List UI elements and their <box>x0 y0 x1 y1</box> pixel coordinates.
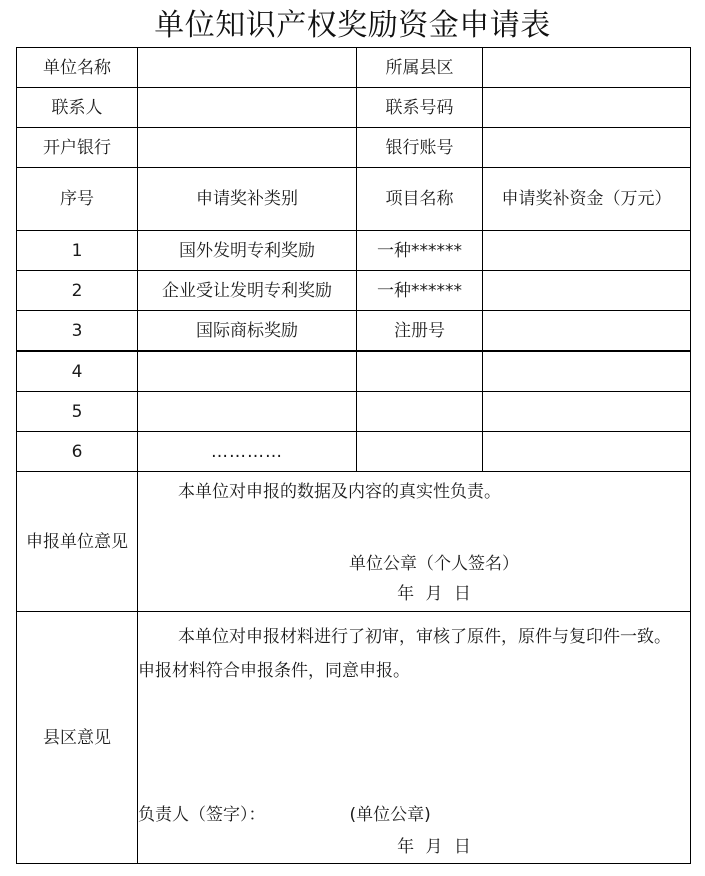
row-category: 国际商标奖励 <box>138 311 357 352</box>
row-contact <box>17 88 691 128</box>
county-sign-line <box>138 803 690 827</box>
county-statement: 本单位对申报材料进行了初审，审核了原件，原件与复印件一致。申报材料符合申报条件，同意申报。 <box>138 627 671 681</box>
row-project: 一种****** <box>357 231 483 271</box>
county-date: 年 月 日 <box>397 837 471 857</box>
form-title: 单位知识产权奖励资金申请表 <box>154 8 551 43</box>
contact-value[interactable] <box>138 88 357 128</box>
row-amount[interactable] <box>483 231 691 271</box>
row-amount[interactable] <box>483 392 691 432</box>
unit-name-label: 单位名称 <box>17 48 138 88</box>
applicant-date: 年 月 日 <box>397 584 471 604</box>
county-value[interactable] <box>483 48 691 88</box>
table-row <box>17 432 691 472</box>
row-project: 注册号 <box>357 311 483 352</box>
row-category: 国外发明专利奖励 <box>138 231 357 271</box>
row-seq: 2 <box>17 271 138 311</box>
unit-name-value[interactable] <box>138 48 357 88</box>
county-label: 所属县区 <box>357 48 483 88</box>
row-project[interactable] <box>357 351 483 392</box>
bank-value[interactable] <box>138 128 357 168</box>
signer-label: 负责人（签字）： <box>138 805 266 825</box>
account-label: 银行账号 <box>357 128 483 168</box>
table-row <box>17 271 691 311</box>
row-category: ………… <box>138 432 357 472</box>
row-seq: 5 <box>17 392 138 432</box>
row-project[interactable] <box>357 392 483 432</box>
table-row <box>17 231 691 271</box>
row-project: 一种****** <box>357 271 483 311</box>
row-amount[interactable] <box>483 311 691 352</box>
row-category[interactable] <box>138 392 357 432</box>
row-applicant-opinion <box>17 472 691 612</box>
phone-value[interactable] <box>483 88 691 128</box>
row-seq: 4 <box>17 351 138 392</box>
header-project: 项目名称 <box>357 168 483 231</box>
table-row <box>17 351 691 392</box>
row-unit-name <box>17 48 691 88</box>
row-table-header <box>17 168 691 231</box>
application-form-table <box>16 47 691 864</box>
bank-label: 开户银行 <box>17 128 138 168</box>
account-value[interactable] <box>483 128 691 168</box>
table-row <box>17 311 691 352</box>
applicant-opinion-label: 申报单位意见 <box>17 472 138 612</box>
county-seal: (单位公章) <box>349 805 431 825</box>
header-category: 申请奖补类别 <box>138 168 357 231</box>
row-county-opinion <box>17 612 691 864</box>
phone-label: 联系号码 <box>357 88 483 128</box>
row-category: 企业受让发明专利奖励 <box>138 271 357 311</box>
row-amount[interactable] <box>483 351 691 392</box>
row-project[interactable] <box>357 432 483 472</box>
county-opinion-box[interactable] <box>138 612 691 864</box>
applicant-seal: 单位公章（个人签名） <box>349 554 519 574</box>
row-amount[interactable] <box>483 271 691 311</box>
contact-label: 联系人 <box>17 88 138 128</box>
header-seq: 序号 <box>17 168 138 231</box>
row-seq: 3 <box>17 311 138 352</box>
header-amount: 申请奖补资金（万元） <box>483 168 691 231</box>
row-seq: 1 <box>17 231 138 271</box>
applicant-statement: 本单位对申报的数据及内容的真实性负责。 <box>178 482 501 502</box>
row-bank <box>17 128 691 168</box>
row-seq: 6 <box>17 432 138 472</box>
row-category[interactable] <box>138 351 357 392</box>
table-row <box>17 392 691 432</box>
applicant-opinion-box[interactable] <box>138 472 691 612</box>
row-amount[interactable] <box>483 432 691 472</box>
county-opinion-label: 县区意见 <box>17 612 138 864</box>
